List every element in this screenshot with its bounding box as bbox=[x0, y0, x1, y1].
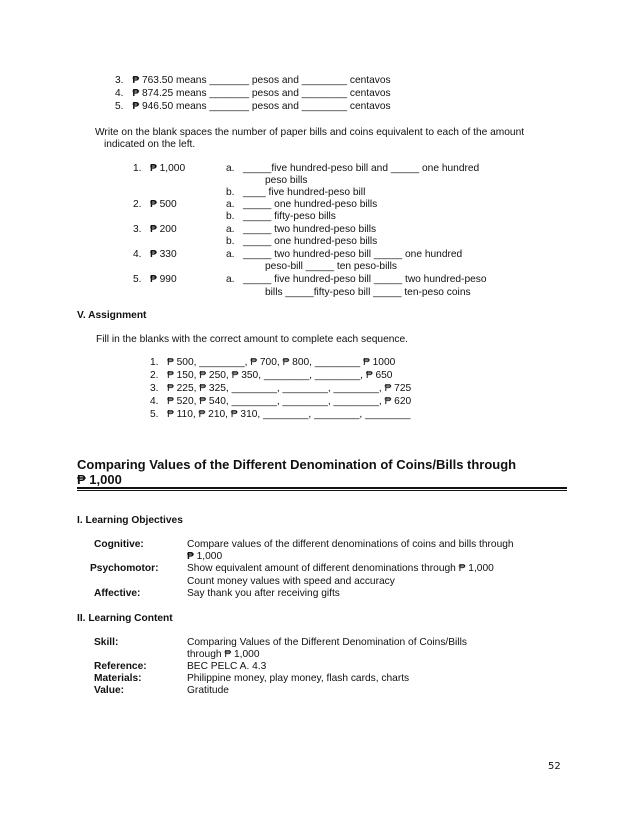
objective-text-cognitive-cont: ₱ 1,000 bbox=[187, 551, 223, 562]
bills-item-5-amount: ₱ 990 bbox=[150, 274, 177, 285]
sequence-item-4: 4. ₱ 520, ₱ 540, ________, ________, ________, ₱ 620 bbox=[150, 396, 412, 407]
page-number: 52 bbox=[548, 761, 561, 772]
bills-item-2-letter-a: a. bbox=[226, 199, 235, 210]
content-label-value: Value: bbox=[94, 685, 125, 696]
bills-item-1-line-b: ____ five hundred-peso bill bbox=[243, 187, 366, 198]
content-label-skill: Skill: bbox=[94, 637, 119, 648]
content-text-value: Gratitude bbox=[187, 685, 229, 696]
objective-text-psychomotor-cont: Count money values with speed and accuracy bbox=[187, 576, 395, 587]
top-item-3: 3. ₱ 763.50 means _______ pesos and ________ centavos bbox=[115, 75, 391, 86]
peso-sign-icon: ₱ bbox=[150, 274, 157, 285]
bills-item-1-number: 1. bbox=[133, 163, 142, 174]
sequence-item-2: 2. ₱ 150, ₱ 250, ₱ 350, ________, ________, ₱ 650 bbox=[150, 370, 393, 381]
objective-text-affective: Say thank you after receiving gifts bbox=[187, 588, 340, 599]
bills-item-5-letter-a: a. bbox=[226, 274, 235, 285]
bills-item-4-line-a-cont: peso-bill _____ ten peso-bills bbox=[265, 261, 397, 272]
objective-label-cognitive: Cognitive: bbox=[94, 539, 144, 550]
bills-item-2-number: 2. bbox=[133, 199, 142, 210]
bills-item-3-line-b: _____ one hundred-peso bills bbox=[243, 236, 378, 247]
bills-item-1-amount: ₱ 1,000 bbox=[150, 163, 186, 174]
section-title-line-2: ₱ 1,000 bbox=[77, 472, 122, 487]
objective-text-psychomotor: Show equivalent amount of different denominations through ₱ 1,000 bbox=[187, 563, 494, 574]
bills-item-2-line-a: _____ one hundred-peso bills bbox=[243, 199, 378, 210]
content-label-reference: Reference: bbox=[94, 661, 147, 672]
bills-item-5-number: 5. bbox=[133, 274, 142, 285]
content-heading: II. Learning Content bbox=[77, 613, 173, 624]
objective-label-affective: Affective: bbox=[94, 588, 141, 599]
peso-sign-icon: ₱ bbox=[150, 249, 157, 260]
bills-item-1-letter-a: a. bbox=[226, 163, 235, 174]
assignment-heading: V. Assignment bbox=[77, 310, 147, 321]
section-title-line-1: Comparing Values of the Different Denomination of Coins/Bills through bbox=[77, 457, 517, 472]
bills-item-4-line-a: _____ two hundred-peso bill _____ one hundred bbox=[243, 249, 463, 260]
bills-item-3-amount: ₱ 200 bbox=[150, 224, 177, 235]
instruction-line-1: Write on the blank spaces the number of paper bills and coins equivalent to each of the amount bbox=[95, 127, 525, 138]
objective-text-cognitive: Compare values of the different denominations of coins and bills through bbox=[187, 539, 514, 550]
content-label-materials: Materials: bbox=[94, 673, 142, 684]
bills-item-1-line-a: _____five hundred-peso bill and _____ one hundred bbox=[243, 163, 480, 174]
peso-sign-icon: ₱ bbox=[150, 199, 157, 210]
assignment-instruction: Fill in the blanks with the correct amount to complete each sequence. bbox=[96, 334, 409, 345]
bills-item-3-number: 3. bbox=[133, 224, 142, 235]
instruction-line-2: indicated on the left. bbox=[104, 139, 196, 150]
sequence-item-3: 3. ₱ 225, ₱ 325, ________, ________, ________, ₱ 725 bbox=[150, 383, 412, 394]
peso-sign-icon: ₱ bbox=[132, 101, 140, 112]
content-text-materials: Philippine money, play money, flash cards, charts bbox=[187, 673, 410, 684]
objectives-heading: I. Learning Objectives bbox=[77, 515, 183, 526]
bills-item-4-number: 4. bbox=[133, 249, 142, 260]
sequence-item-1: 1. ₱ 500, ________, ₱ 700, ₱ 800, ________ ₱ 1000 bbox=[150, 357, 396, 368]
content-text-reference: BEC PELC A. 4.3 bbox=[187, 661, 267, 672]
bills-item-5-line-a: _____ five hundred-peso bill _____ two hundred-peso bbox=[243, 274, 487, 285]
objective-label-psychomotor: Psychomotor: bbox=[90, 563, 159, 574]
content-text-skill-cont: through ₱ 1,000 bbox=[187, 649, 260, 660]
bills-item-1-letter-b: b. bbox=[226, 187, 235, 198]
bills-item-3-letter-b: b. bbox=[226, 236, 235, 247]
content-text-skill: Comparing Values of the Different Denomination of Coins/Bills bbox=[187, 637, 467, 648]
bills-item-5-line-a-cont: bills _____fifty-peso bill _____ ten-peso coins bbox=[265, 287, 471, 298]
peso-sign-icon: ₱ bbox=[150, 163, 157, 174]
peso-sign-icon: ₱ bbox=[187, 551, 194, 562]
bills-item-1-line-a-cont: peso bills bbox=[265, 175, 308, 186]
peso-sign-icon: ₱ bbox=[132, 88, 140, 99]
top-item-4: 4. ₱ 874.25 means _______ pesos and ________ centavos bbox=[115, 88, 391, 99]
peso-sign-icon: ₱ bbox=[77, 472, 86, 487]
bills-item-2-letter-b: b. bbox=[226, 211, 235, 222]
sequence-item-5: 5. ₱ 110, ₱ 210, ₱ 310, ________, ________, ________ bbox=[150, 409, 411, 420]
top-item-5: 5. ₱ 946.50 means _______ pesos and ________ centavos bbox=[115, 101, 391, 112]
section-divider-thin bbox=[77, 490, 567, 491]
peso-sign-icon: ₱ bbox=[150, 224, 157, 235]
bills-item-3-line-a: _____ two hundred-peso bills bbox=[243, 224, 377, 235]
section-divider bbox=[77, 487, 567, 489]
peso-sign-icon: ₱ bbox=[132, 75, 140, 86]
bills-item-3-letter-a: a. bbox=[226, 224, 235, 235]
bills-item-4-amount: ₱ 330 bbox=[150, 249, 177, 260]
bills-item-4-letter-a: a. bbox=[226, 249, 235, 260]
bills-item-2-amount: ₱ 500 bbox=[150, 199, 177, 210]
bills-item-2-line-b: _____ fifty-peso bills bbox=[243, 211, 336, 222]
